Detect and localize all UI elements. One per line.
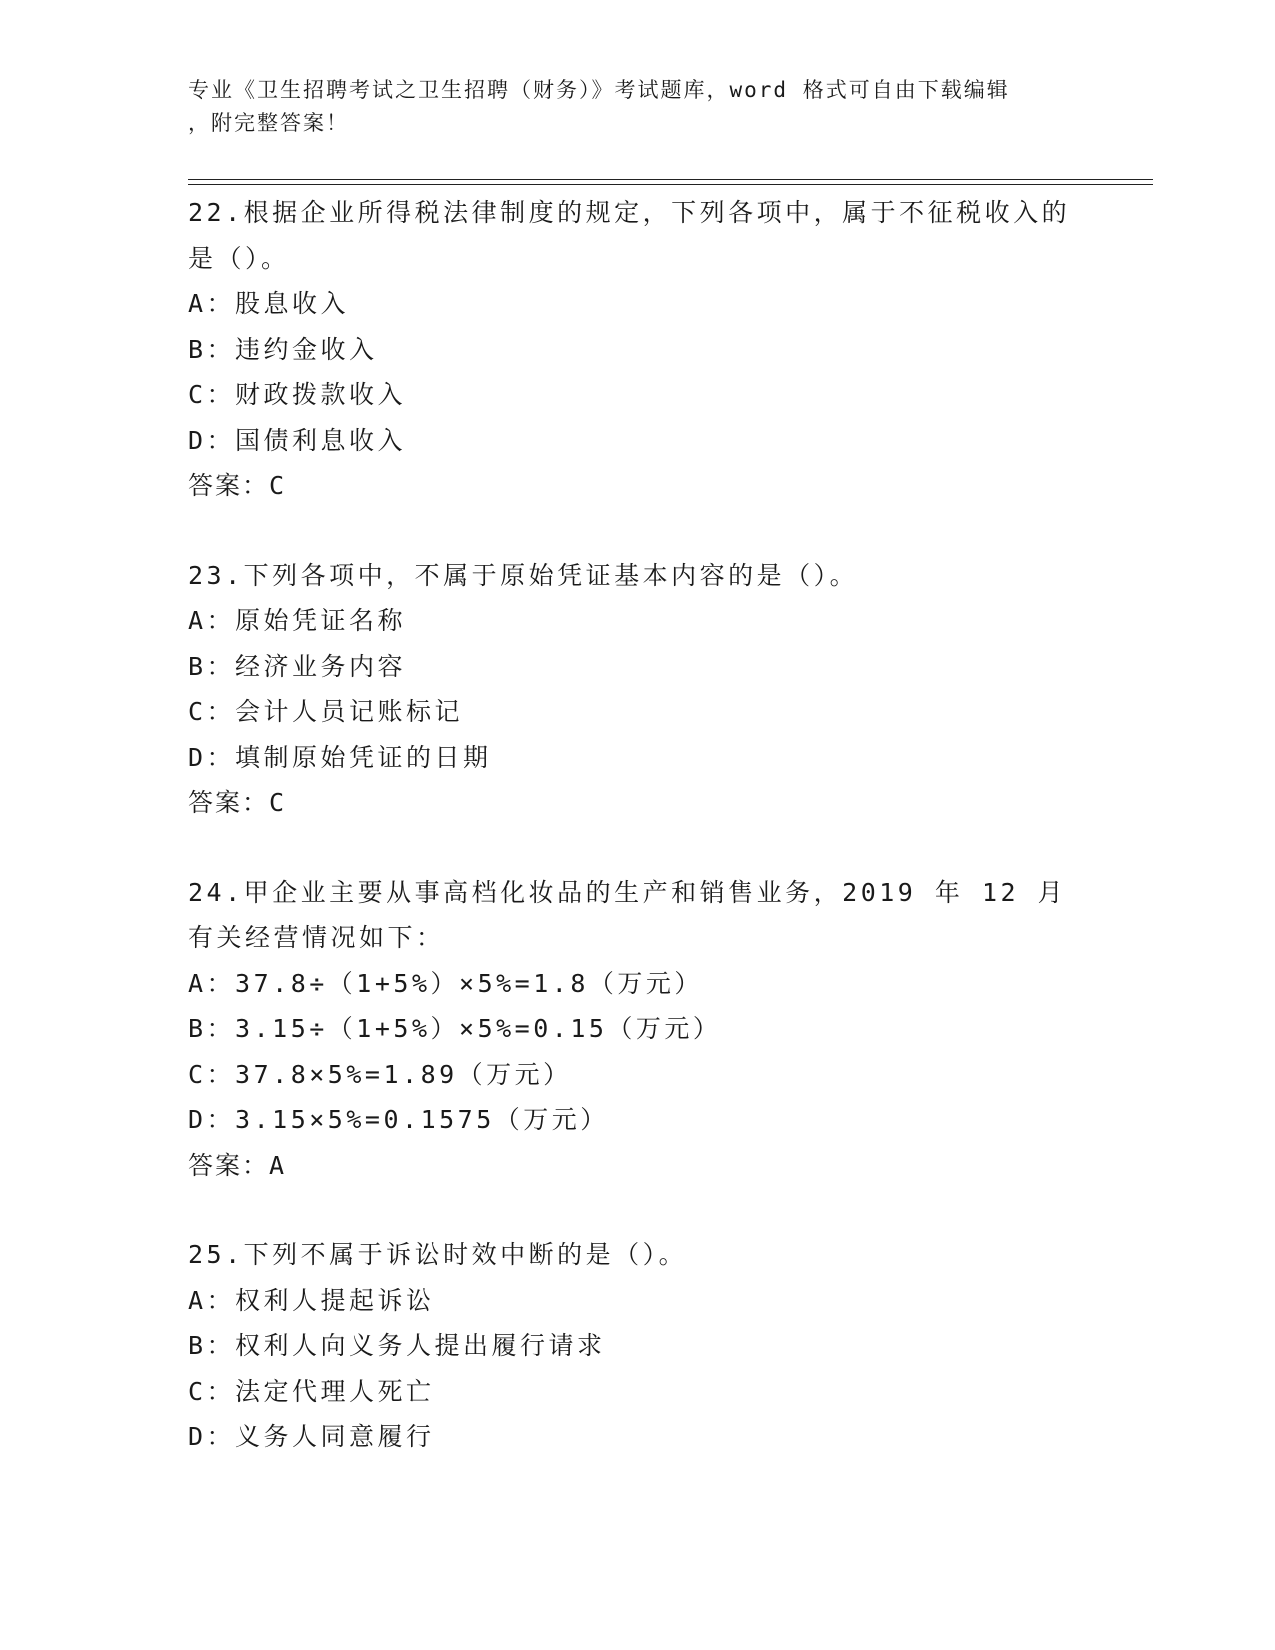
header-line-1: 专业《卫生招聘考试之卫生招聘（财务）》考试题库，word 格式可自由下载编辑 <box>188 78 1010 102</box>
option-a: A：原始凭证名称 <box>188 606 407 635</box>
option-b: B：经济业务内容 <box>188 651 407 681</box>
question-stem: 24.甲企业主要从事高档化妆品的生产和销售业务，2019 年 12 月有关经营情况如下： <box>188 877 1067 952</box>
option-d: D：3.15×5%=0.1575（万元） <box>188 1105 609 1134</box>
answer-label: 答案： <box>188 1150 270 1180</box>
header-divider-top <box>188 179 1153 180</box>
option-d: D：填制原始凭证的日期 <box>188 742 492 772</box>
answer-value: C <box>269 788 287 817</box>
question-22 <box>188 190 1088 509</box>
option-c: C：财政拨款收入 <box>188 380 407 409</box>
option-b: B：违约金收入 <box>188 334 378 364</box>
document-header <box>188 74 1068 140</box>
option-b: B：3.15÷（1+5%）×5%=0.15（万元） <box>188 1014 722 1043</box>
answer-value: A <box>269 1150 287 1180</box>
answer-label: 答案： <box>188 471 270 500</box>
question-stem: 22.根据企业所得税法律制度的规定，下列各项中，属于不征税收入的是（）。 <box>188 198 1071 273</box>
option-c: C：法定代理人死亡 <box>188 1376 435 1406</box>
option-c: C：37.8×5%=1.89（万元） <box>188 1059 572 1089</box>
question-list <box>188 190 1088 1460</box>
option-d: D：义务人同意履行 <box>188 1422 435 1451</box>
option-b: B：权利人向义务人提出履行请求 <box>188 1331 606 1360</box>
option-a: A：37.8÷（1+5%）×5%=1.8（万元） <box>188 968 703 998</box>
header-divider-bottom <box>188 184 1153 185</box>
answer-label: 答案： <box>188 788 270 817</box>
answer-value: C <box>269 471 287 500</box>
answer-line <box>188 780 1088 826</box>
header-line-2: ，附完整答案！ <box>188 111 349 135</box>
option-c: C：会计人员记账标记 <box>188 697 464 726</box>
option-d: D：国债利息收入 <box>188 425 407 455</box>
question-stem: 23.下列各项中，不属于原始凭证基本内容的是（）。 <box>188 560 859 590</box>
answer-line <box>188 463 1088 509</box>
question-stem: 25.下列不属于诉讼时效中断的是（）。 <box>188 1240 688 1269</box>
question-23 <box>188 553 1088 826</box>
question-25 <box>188 1232 1088 1460</box>
question-24 <box>188 870 1088 1189</box>
option-a: A：权利人提起诉讼 <box>188 1285 435 1315</box>
option-a: A：股息收入 <box>188 289 350 318</box>
answer-line <box>188 1143 1088 1189</box>
